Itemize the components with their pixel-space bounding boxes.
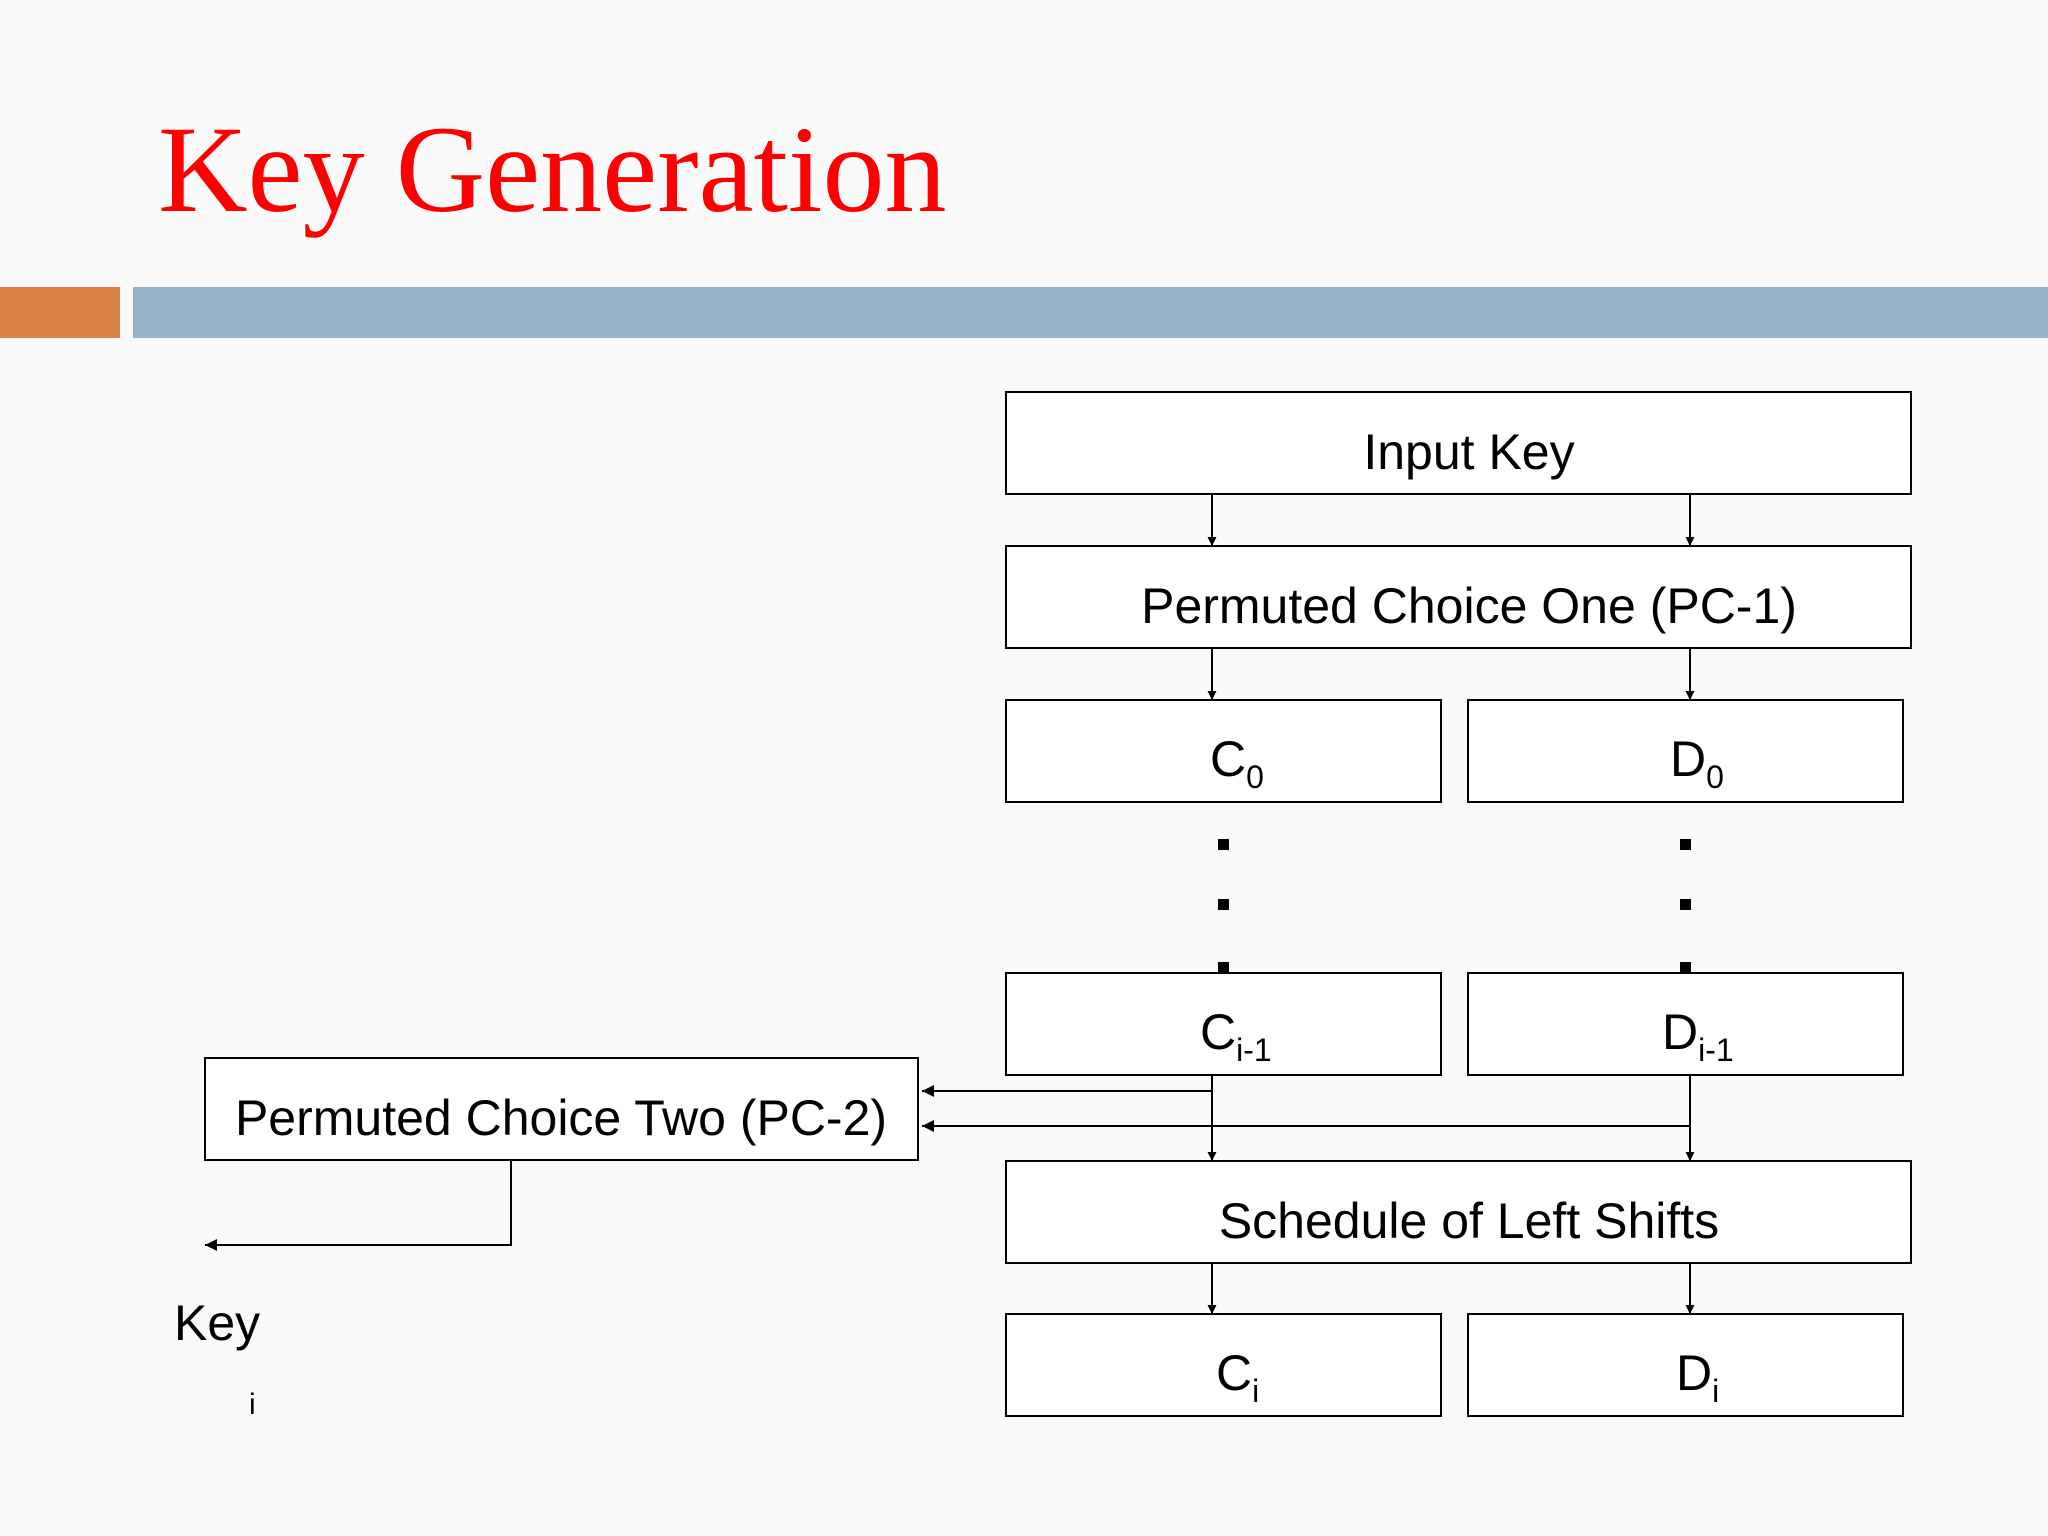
key-output-label: Key (174, 1295, 261, 1351)
left-shifts-label: Schedule of Left Shifts (1218, 1193, 1720, 1249)
ellipsis-dot-d-2 (1680, 899, 1691, 910)
d0-label: $D_0$ (1670, 731, 1724, 795)
di-label: $D_i$ (1676, 1345, 1720, 1409)
key-output-subscript: i (249, 1388, 256, 1421)
ellipsis-dot-c-2 (1218, 899, 1229, 910)
c-prev-label: $C_{i-1}$ (1200, 1004, 1272, 1068)
ellipsis-dot-d-1 (1680, 839, 1691, 850)
ellipsis-dot-c-3 (1218, 962, 1229, 973)
ci-label: $C_i$ (1216, 1345, 1260, 1409)
input-key-label: Input Key (1363, 424, 1575, 480)
pc1-label: Permuted Choice One (PC-1) (1141, 578, 1797, 634)
c0-label: $C_0$ (1210, 731, 1264, 795)
ellipsis-dot-d-3 (1680, 962, 1691, 973)
d-prev-label: $D_{i-1}$ (1662, 1004, 1734, 1068)
slide-title: Key Generation (158, 101, 947, 238)
arrow-pc2-to-key (205, 1160, 511, 1245)
ellipsis-dot-c-1 (1218, 839, 1229, 850)
pc2-label: Permuted Choice Two (PC-2) (234, 1090, 888, 1146)
